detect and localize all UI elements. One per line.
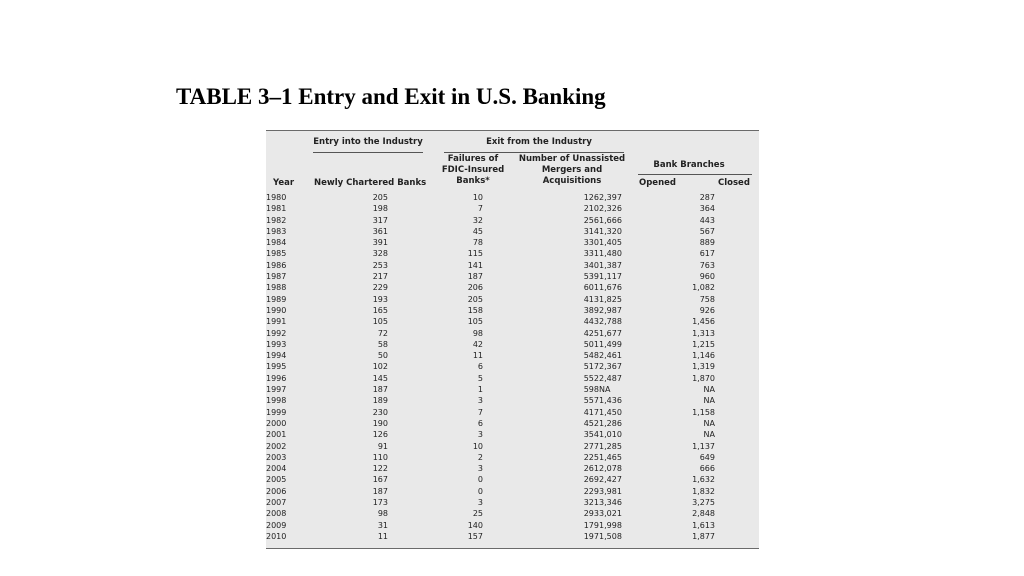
- table-row: [266, 192, 715, 203]
- cell-failures: 0: [477, 475, 483, 485]
- cell-failures: 6: [477, 362, 483, 372]
- cell-mergers: 557: [583, 396, 599, 406]
- cell-failures: 42: [472, 339, 483, 349]
- col-header-closed: Closed: [718, 178, 750, 188]
- cell-new-banks: 230: [372, 407, 388, 417]
- cell-failures: 157: [467, 531, 483, 541]
- cell-year: 2004: [266, 464, 287, 474]
- cell-closed: 1,877: [692, 531, 715, 541]
- cell-opened: 1,998: [599, 520, 622, 530]
- cell-failures: 3: [477, 430, 483, 440]
- cell-mergers: 425: [583, 328, 599, 338]
- cell-closed: NA: [703, 418, 715, 428]
- col-header-mergers-line2: Mergers and: [541, 165, 603, 175]
- cell-year: 2002: [266, 441, 287, 451]
- cell-failures: 25: [472, 509, 483, 519]
- cell-year: 1988: [266, 283, 287, 293]
- cell-new-banks: 317: [372, 215, 388, 225]
- table-row: [266, 373, 715, 384]
- cell-year: 2010: [266, 531, 287, 541]
- cell-failures: 2: [477, 452, 483, 462]
- cell-mergers: 552: [583, 373, 599, 383]
- col-header-mergers-line3: Acquisitions: [542, 176, 602, 186]
- cell-new-banks: 105: [372, 317, 388, 327]
- cell-new-banks: 126: [372, 430, 388, 440]
- cell-year: 2007: [266, 498, 287, 508]
- cell-failures: 11: [472, 351, 483, 361]
- cell-new-banks: 145: [372, 373, 388, 383]
- cell-opened: 1,450: [599, 407, 622, 417]
- banking-table: [266, 130, 759, 549]
- cell-mergers: 256: [583, 215, 599, 225]
- cell-closed: 763: [699, 260, 715, 270]
- cell-new-banks: 391: [372, 238, 388, 248]
- cell-mergers: 229: [583, 486, 599, 496]
- cell-closed: 1,456: [692, 317, 715, 327]
- cell-opened: 2,397: [599, 193, 622, 202]
- table-row: [266, 486, 715, 497]
- cell-failures: 0: [477, 486, 483, 496]
- cell-failures: 141: [467, 260, 483, 270]
- table-row: [266, 474, 715, 485]
- cell-new-banks: 187: [372, 486, 388, 496]
- cell-opened: 1,499: [599, 339, 622, 349]
- cell-failures: 140: [467, 520, 483, 530]
- cell-new-banks: 190: [372, 418, 388, 428]
- cell-new-banks: 31: [377, 520, 388, 530]
- branches-header-rule: [638, 174, 752, 175]
- cell-failures: 115: [467, 249, 483, 259]
- cell-failures: 6: [477, 418, 483, 428]
- cell-closed: 926: [699, 305, 715, 315]
- cell-closed: 758: [699, 294, 715, 304]
- cell-opened: 1,285: [599, 441, 622, 451]
- cell-opened: 3,981: [599, 486, 622, 496]
- cell-new-banks: 193: [372, 294, 388, 304]
- cell-failures: 10: [472, 441, 483, 451]
- cell-mergers: 354: [583, 430, 599, 440]
- cell-failures: 45: [472, 226, 483, 236]
- cell-closed: 1,632: [692, 475, 715, 485]
- table-row: [266, 531, 715, 542]
- col-header-mergers-line1: Number of Unassisted: [518, 154, 626, 164]
- cell-new-banks: 50: [377, 351, 388, 361]
- table-row: [266, 203, 715, 214]
- table-row: [266, 508, 715, 519]
- table-row: [266, 407, 715, 418]
- cell-year: 1999: [266, 407, 287, 417]
- cell-closed: 443: [699, 215, 715, 225]
- table-body: [266, 192, 715, 542]
- table-row: [266, 248, 715, 259]
- cell-new-banks: 187: [372, 385, 388, 395]
- cell-mergers: 548: [583, 351, 599, 361]
- col-header-failures-line1: Failures of: [447, 154, 499, 164]
- cell-new-banks: 11: [377, 531, 388, 541]
- table-row: [266, 339, 715, 350]
- table-row: [266, 282, 715, 293]
- table-row: [266, 226, 715, 237]
- cell-opened: 1,677: [599, 328, 622, 338]
- cell-closed: 1,146: [692, 351, 715, 361]
- cell-year: 2000: [266, 418, 287, 428]
- table-row: [266, 237, 715, 248]
- cell-year: 1994: [266, 351, 287, 361]
- cell-closed: 1,870: [692, 373, 715, 383]
- table-row: [266, 452, 715, 463]
- cell-year: 1990: [266, 305, 287, 315]
- cell-closed: 1,313: [692, 328, 715, 338]
- cell-year: 1993: [266, 339, 287, 349]
- cell-mergers: 331: [583, 249, 599, 259]
- cell-closed: 1,613: [692, 520, 715, 530]
- cell-new-banks: 189: [372, 396, 388, 406]
- table-row: [266, 350, 715, 361]
- col-header-failures: [432, 154, 514, 187]
- cell-failures: 5: [477, 373, 483, 383]
- table-row: [266, 328, 715, 339]
- cell-closed: 1,319: [692, 362, 715, 372]
- cell-opened: 1,825: [599, 294, 622, 304]
- entry-header-rule: [313, 152, 423, 153]
- cell-opened: 1,286: [599, 418, 622, 428]
- cell-year: 2006: [266, 486, 287, 496]
- cell-new-banks: 167: [372, 475, 388, 485]
- cell-mergers: 261: [583, 464, 599, 474]
- table-row: [266, 316, 715, 327]
- group-header-entry: Entry into the Industry: [313, 137, 423, 147]
- cell-mergers: 417: [583, 407, 599, 417]
- col-header-mergers: [514, 154, 630, 187]
- cell-year: 2001: [266, 430, 287, 440]
- cell-closed: 1,082: [692, 283, 715, 293]
- group-header-branches: Bank Branches: [653, 160, 725, 170]
- cell-new-banks: 205: [372, 193, 388, 202]
- cell-year: 1984: [266, 238, 287, 248]
- cell-failures: 3: [477, 396, 483, 406]
- cell-mergers: 126: [583, 193, 599, 202]
- cell-closed: 960: [699, 272, 715, 282]
- cell-failures: 98: [472, 328, 483, 338]
- table-row: [266, 305, 715, 316]
- cell-new-banks: 122: [372, 464, 388, 474]
- cell-year: 1998: [266, 396, 287, 406]
- cell-mergers: 413: [583, 294, 599, 304]
- table-row: [266, 463, 715, 474]
- cell-closed: NA: [703, 385, 715, 395]
- cell-closed: 2,848: [692, 509, 715, 519]
- cell-closed: 1,158: [692, 407, 715, 417]
- cell-new-banks: 58: [377, 339, 388, 349]
- cell-failures: 206: [467, 283, 483, 293]
- cell-closed: NA: [703, 430, 715, 440]
- cell-mergers: 452: [583, 418, 599, 428]
- cell-opened: 1,465: [599, 452, 622, 462]
- cell-failures: 205: [467, 294, 483, 304]
- cell-closed: 617: [699, 249, 715, 259]
- cell-year: 1983: [266, 226, 287, 236]
- cell-closed: 287: [699, 193, 715, 202]
- cell-failures: 3: [477, 498, 483, 508]
- cell-year: 1996: [266, 373, 287, 383]
- cell-mergers: 225: [583, 452, 599, 462]
- cell-mergers: 340: [583, 260, 599, 270]
- cell-opened: 1,117: [599, 272, 622, 282]
- cell-mergers: 293: [583, 509, 599, 519]
- cell-opened: 1,405: [599, 238, 622, 248]
- col-header-failures-line2: FDIC-Insured: [441, 165, 505, 175]
- table-row: [266, 418, 715, 429]
- cell-closed: 1,137: [692, 441, 715, 451]
- cell-failures: 32: [472, 215, 483, 225]
- cell-failures: 187: [467, 272, 483, 282]
- cell-year: 1980: [266, 193, 287, 202]
- cell-year: 1987: [266, 272, 287, 282]
- table-row: [266, 384, 715, 395]
- table-row: [266, 395, 715, 406]
- cell-opened: 1,666: [599, 215, 622, 225]
- col-header-new-banks: Newly Chartered Banks: [314, 178, 427, 188]
- cell-new-banks: 165: [372, 305, 388, 315]
- cell-year: 1995: [266, 362, 287, 372]
- cell-year: 1986: [266, 260, 287, 270]
- cell-new-banks: 361: [372, 226, 388, 236]
- cell-new-banks: 198: [372, 204, 388, 214]
- cell-opened: 1,676: [599, 283, 622, 293]
- cell-year: 2009: [266, 520, 287, 530]
- table-row: [266, 520, 715, 531]
- cell-opened: 2,427: [599, 475, 622, 485]
- exit-header-rule: [444, 152, 624, 153]
- cell-failures: 7: [477, 204, 483, 214]
- cell-new-banks: 72: [377, 328, 388, 338]
- table-row: [266, 215, 715, 226]
- col-header-failures-line3: Banks*: [456, 176, 490, 186]
- cell-mergers: 601: [583, 283, 599, 293]
- cell-opened: 1,480: [599, 249, 622, 259]
- cell-mergers: 321: [583, 498, 599, 508]
- cell-closed: NA: [703, 396, 715, 406]
- cell-mergers: 389: [583, 305, 599, 315]
- cell-closed: 1,832: [692, 486, 715, 496]
- cell-opened: 3,021: [599, 509, 622, 519]
- cell-year: 1997: [266, 385, 287, 395]
- cell-mergers: 179: [583, 520, 599, 530]
- cell-mergers: 330: [583, 238, 599, 248]
- table-row: [266, 429, 715, 440]
- cell-failures: 3: [477, 464, 483, 474]
- cell-new-banks: 110: [372, 452, 388, 462]
- cell-new-banks: 229: [372, 283, 388, 293]
- cell-mergers: 210: [583, 204, 599, 214]
- cell-new-banks: 102: [372, 362, 388, 372]
- cell-failures: 1: [477, 385, 483, 395]
- cell-failures: 78: [472, 238, 483, 248]
- cell-new-banks: 173: [372, 498, 388, 508]
- cell-opened: 1,387: [599, 260, 622, 270]
- page-title: TABLE 3–1 Entry and Exit in U.S. Banking: [176, 84, 606, 109]
- cell-closed: 1,215: [692, 339, 715, 349]
- cell-year: 1981: [266, 204, 287, 214]
- col-header-year: Year: [273, 178, 295, 188]
- cell-mergers: 539: [583, 272, 599, 282]
- cell-mergers: 501: [583, 339, 599, 349]
- cell-year: 1985: [266, 249, 287, 259]
- cell-opened: NA: [599, 385, 611, 395]
- cell-opened: 1,508: [599, 531, 622, 541]
- cell-mergers: 443: [583, 317, 599, 327]
- cell-failures: 10: [472, 193, 483, 202]
- cell-failures: 105: [467, 317, 483, 327]
- cell-year: 2003: [266, 452, 287, 462]
- cell-opened: 2,788: [599, 317, 622, 327]
- cell-year: 2005: [266, 475, 287, 485]
- cell-closed: 364: [699, 204, 715, 214]
- cell-year: 1982: [266, 215, 287, 225]
- cell-year: 2008: [266, 509, 287, 519]
- cell-year: 1991: [266, 317, 287, 327]
- cell-new-banks: 91: [377, 441, 388, 451]
- cell-mergers: 517: [583, 362, 599, 372]
- cell-new-banks: 217: [372, 272, 388, 282]
- cell-closed: 567: [699, 226, 715, 236]
- cell-closed: 3,275: [692, 498, 715, 508]
- data-table: [266, 192, 715, 542]
- cell-new-banks: 253: [372, 260, 388, 270]
- table-row: [266, 294, 715, 305]
- table-row: [266, 441, 715, 452]
- cell-closed: 889: [699, 238, 715, 248]
- cell-new-banks: 98: [377, 509, 388, 519]
- col-header-opened: Opened: [639, 178, 676, 188]
- cell-opened: 3,346: [599, 498, 622, 508]
- cell-mergers: 277: [583, 441, 599, 451]
- cell-mergers: 314: [583, 226, 599, 236]
- cell-mergers: 269: [583, 475, 599, 485]
- cell-opened: 2,078: [599, 464, 622, 474]
- table-row: [266, 497, 715, 508]
- cell-opened: 2,461: [599, 351, 622, 361]
- cell-year: 1989: [266, 294, 287, 304]
- cell-closed: 666: [699, 464, 715, 474]
- cell-opened: 1,320: [599, 226, 622, 236]
- cell-new-banks: 328: [372, 249, 388, 259]
- table-row: [266, 271, 715, 282]
- cell-mergers: 598: [583, 385, 599, 395]
- cell-opened: 2,987: [599, 305, 622, 315]
- table-row: [266, 260, 715, 271]
- cell-opened: 2,367: [599, 362, 622, 372]
- cell-failures: 7: [477, 407, 483, 417]
- table-row: [266, 361, 715, 372]
- cell-opened: 2,326: [599, 204, 622, 214]
- cell-mergers: 197: [583, 531, 599, 541]
- cell-year: 1992: [266, 328, 287, 338]
- cell-closed: 649: [699, 452, 715, 462]
- cell-opened: 1,436: [599, 396, 622, 406]
- cell-failures: 158: [467, 305, 483, 315]
- group-header-exit: Exit from the Industry: [486, 137, 592, 147]
- cell-opened: 1,010: [599, 430, 622, 440]
- cell-opened: 2,487: [599, 373, 622, 383]
